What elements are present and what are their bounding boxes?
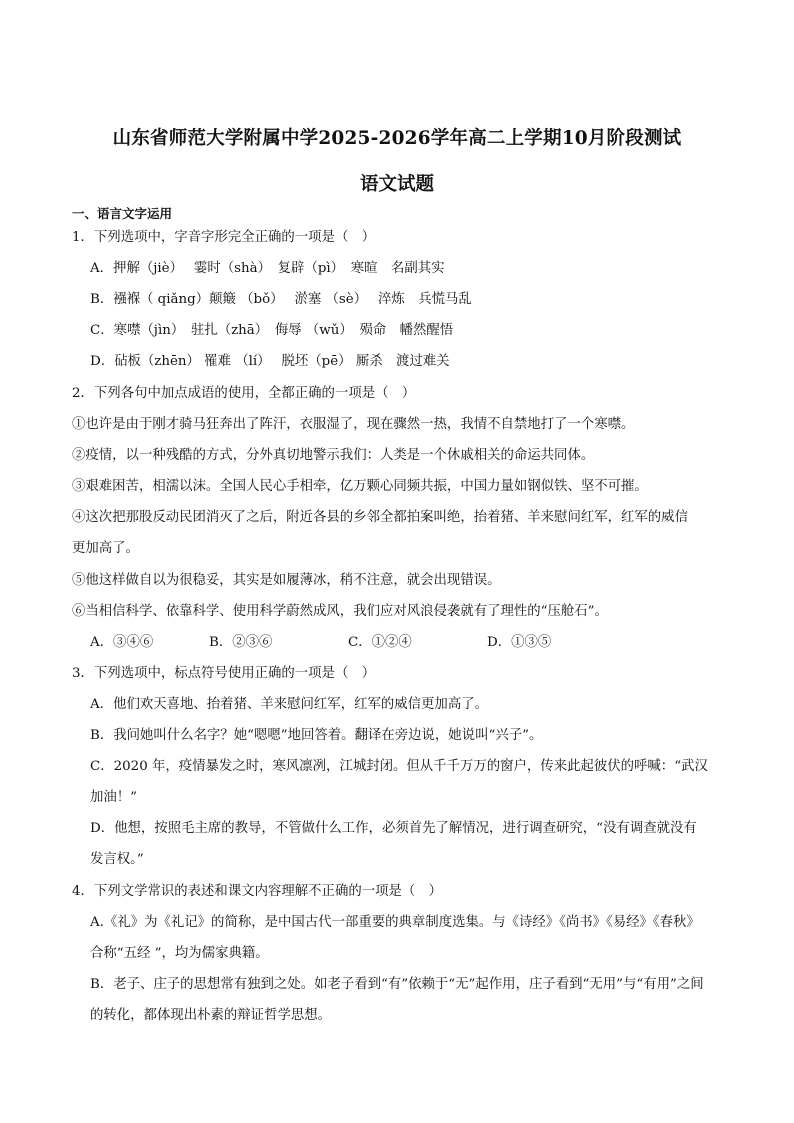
q2-option-b: B．②③⑥ [209, 635, 273, 650]
q3-option-d-cont: 发言权。” [90, 852, 144, 867]
q4-option-b-cont: 的转化，都体现出朴素的辩证哲学思想。 [90, 1008, 332, 1023]
q2-options [90, 634, 551, 652]
q2-option-c: C．①②④ [348, 635, 412, 650]
q3-stem: 3．下列选项中，标点符号使用正确的一项是（ ） [72, 666, 376, 681]
exam-title: 山东省师范大学附属中学2025-2026学年高二上学期10月阶段测试 [112, 128, 682, 149]
q3-option-a: A．他们欢天喜地、抬着猪、羊来慰问红军，红军的威信更加高了。 [90, 697, 488, 712]
q1-option-b: B．襁褓（ qiǎng）颠簸 （bǒ） 淤塞 （sè） 淬炼 兵慌马乱 [90, 292, 472, 307]
q1-option-d: D．砧板（zhēn） 罹难 （lí） 脱坯（pē） 厮杀 渡过难关 [90, 354, 450, 369]
q1-option-c: C．寒噤（jìn） 驻扎（zhā） 侮辱 （wǔ） 殒命 幡然醒悟 [90, 323, 454, 338]
q2-sentence-3: ③艰难困苦，相濡以沫。全国人民心手相牵，亿万颗心同频共振，中国力量如钢似铁、坚不可摧。 [72, 479, 648, 494]
q2-sentence-5: ⑤他这样做自以为很稳妥，其实是如履薄冰，稍不注意，就会出现错误。 [72, 573, 501, 588]
q3-option-d: D．他想，按照毛主席的教导，不管做什么工作，必须首先了解情况，进行调查研究，“没有调查就没有 [90, 821, 697, 836]
q3-option-c-cont: 加油！” [90, 790, 138, 805]
q3-option-b: B．我问她叫什么名字？她“嗯嗯”地回答着。翻译在旁边说，她说叫“兴子”。 [90, 728, 543, 743]
q1-stem: 1．下列选项中，字音字形完全正确的一项是（ ） [72, 230, 376, 245]
exam-subtitle: 语文试题 [359, 174, 434, 195]
q2-sentence-6: ⑥当相信科学、依靠科学、使用科学蔚然成风，我们应对风浪侵袭就有了理性的“压舱石”。 [72, 604, 608, 619]
q4-option-a: A.《礼》为《礼记》的简称，是中国古代一部重要的典章制度选集。与《诗经》《尚书》《易经》《春秋》 [90, 915, 700, 930]
q2-sentence-4: ④这次把那股反动民团消灭了之后，附近各县的乡邻全都拍案叫绝，抬着猪、羊来慰问红军，红军的威信 [72, 510, 688, 525]
q2-stem: 2．下列各句中加点成语的使用，全都正确的一项是（ ） [72, 386, 416, 401]
q2-sentence-2: ②疫情，以一种残酷的方式，分外真切地警示我们：人类是一个休戚相关的命运共同体。 [72, 448, 595, 463]
q2-option-a: A．③④⑥ [90, 635, 154, 650]
section-heading: 一、语言文字运用 [72, 206, 173, 221]
q2-option-d: D．①③⑤ [487, 635, 552, 650]
q3-option-c: C．2020 年，疫情暴发之时，寒风凛冽，江城封闭。但从千千万万的窗户，传来此起彼伏的呼喊：“武汉 [90, 759, 708, 774]
q1-option-a: A．押解（jiè） 霎时（shà） 复辟（pì） 寒暄 名副其实 [90, 261, 445, 276]
q4-option-a-cont: 合称“五经 ”，均为儒家典籍。 [90, 946, 269, 961]
q4-stem: 4．下列文学常识的表述和课文内容理解不正确的一项是（ ） [72, 884, 443, 899]
q2-sentence-1: ①也许是由于刚才骑马狂奔出了阵汗，衣服湿了，现在骤然一热，我情不自禁地打了一个寒噤。 [72, 417, 635, 432]
q2-sentence-4-cont: 更加高了。 [72, 541, 139, 556]
q4-option-b: B．老子、庄子的思想常有独到之处。如老子看到“有”依赖于“无”起作用，庄子看到“无用”与“有用”之间 [90, 977, 704, 992]
